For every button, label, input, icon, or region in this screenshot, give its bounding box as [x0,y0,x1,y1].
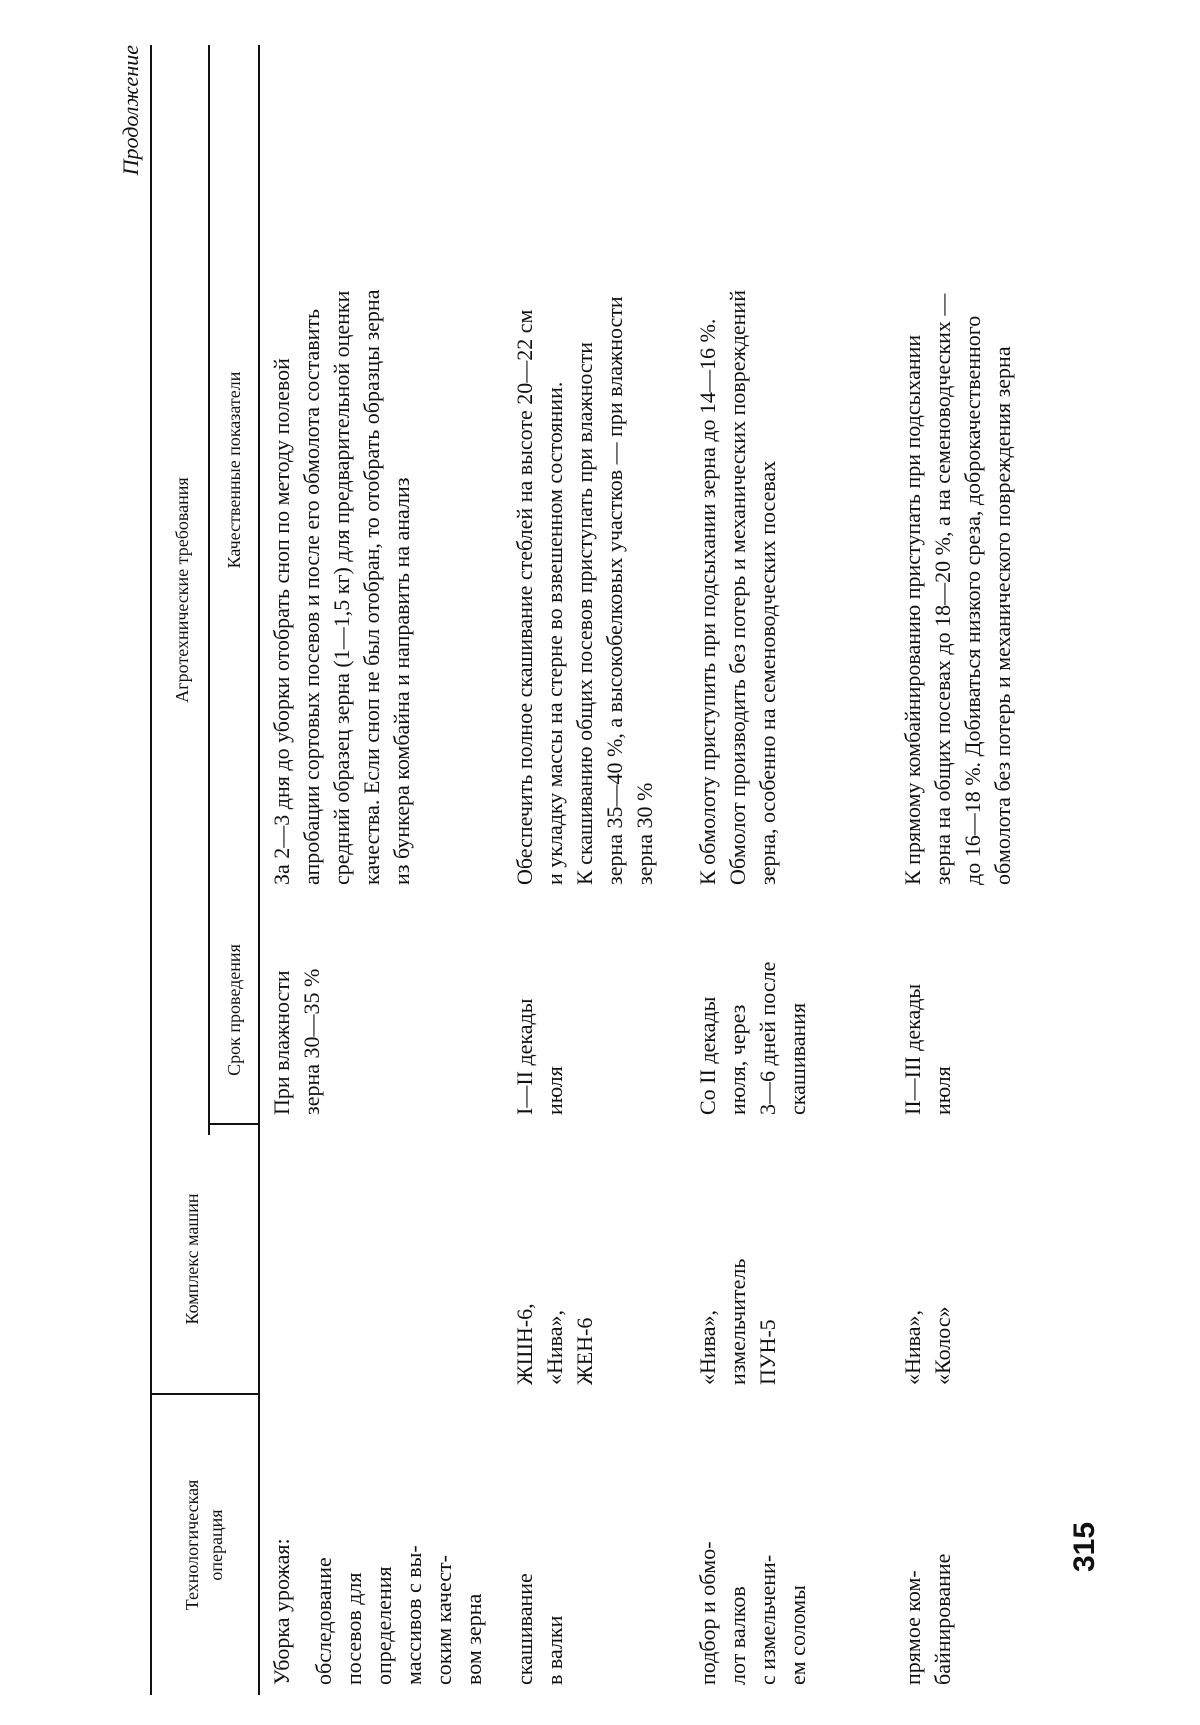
row-1-operation-line: соким качест- [431,1555,456,1685]
header-agro-label: Агротехнические требования [172,477,192,703]
row-1-timing-line: зерна 30—35 % [299,968,324,1115]
row-2-quality-line: зерна 35—40 %, а высокобелковых участков — при влажности [602,296,627,885]
row-1-operation-line: обследование [311,1557,336,1685]
row-3-timing [693,962,813,1115]
row-4-quality [898,294,1018,885]
header-timing-label: Срок проведения [224,944,244,1076]
row-1-operation-line [297,1538,309,1685]
row-3-machines-line: измельчитель [725,1258,750,1385]
row-2-quality [510,296,660,885]
header-operation-line-2: операция [206,1509,226,1581]
row-2-machines-line: «Нива», [542,1309,567,1385]
header-timing [222,895,246,1125]
header-operation [180,1395,228,1695]
header-quality-label: Качественные показатели [224,371,244,569]
row-3-operation-line: ем соломы [785,1585,810,1685]
row-3-operation [693,1541,813,1685]
row-3-quality-line: Обмолот производить без потерь и механических повреждений [725,290,750,885]
header-quality [222,45,246,895]
row-2-timing-line: I—II декады [512,998,537,1115]
row-3-timing-line: Со II декады [695,996,720,1115]
row-4-operation-line: прямое ком- [900,1570,925,1685]
row-3-quality-line: К обмолоту приступить при подсыхании зерна до 14—16 %. [695,318,720,885]
row-1-timing-line: При влажности [269,970,294,1115]
rotated-table [118,45,1170,1695]
row-1-quality-line: качества. Если сноп не был отобран, то отобрать образцы зерна [359,289,384,885]
row-1-operation-line: вом зерна [461,1593,486,1685]
page-number: 315 [1068,1521,1101,1573]
row-4-machines [898,1306,958,1385]
row-1-operation-line: Уборка урожая: [269,1538,294,1685]
rule-header-bottom [258,45,260,1695]
row-2-machines [510,1303,600,1385]
row-1-operation-line: определения [371,1566,396,1685]
row-1-operation-line: массивов с вы- [401,1545,426,1685]
header-machines-label: Комплекс машин [182,1193,202,1325]
rule-agro-top [208,45,210,1135]
row-4-timing-line: июля [930,1066,955,1115]
row-2-timing-line: июля [542,1066,567,1115]
row-1-quality-line: апробации сортовых посевов и после его обмолота составить [299,308,324,885]
row-3-timing-line: скашивания [785,1002,810,1115]
row-3-machines-line: «Нива», [695,1309,720,1385]
row-2-machines-line: ЖЕН-6 [572,1317,597,1385]
row-4-machines-line: «Нива», [900,1309,925,1385]
row-4-quality-line: К прямому комбайнированию приступать при подсыхании [900,334,925,885]
row-4-quality-line: до 16—18 %. Добиваться низкого среза, доброкачественного [960,315,985,885]
row-3-operation-line: с измельчени- [755,1554,780,1685]
row-2-quality-line: К скашиванию общих посевов приступать при влажности [572,341,597,885]
row-2-operation-line: скашивание [512,1573,537,1685]
header-agro [170,45,194,1135]
row-3-quality [693,290,783,885]
rule-header-top [150,45,152,1695]
row-2-quality-line: Обеспечить полное скашивание стеблей на высоте 20—22 см [512,309,537,885]
row-2-operation [510,1573,570,1685]
row-3-operation-line: подбор и обмо- [695,1541,720,1685]
row-2-machines-line: ЖШН-6, [512,1303,537,1385]
row-4-timing [898,984,958,1115]
row-1-timing [267,969,327,1115]
row-1-quality-line: из бункера комбайна и направить на анализ [389,477,414,885]
row-1-quality-line: За 2—3 дня до уборки отобрать сноп по методу полевой [269,358,294,885]
row-3-quality-line: зерна, особенно на семеноводческих посевах [755,460,780,885]
row-3-timing-line: июля, через [725,1004,750,1115]
row-4-timing-line: II—III декады [900,983,925,1115]
continuation-label: Продолжение [118,45,143,176]
row-4-machines-line: «Колос» [930,1306,955,1385]
header-operation-line-1: Технологическая [182,1479,202,1611]
row-2-quality-line: зерна 30 % [632,782,657,885]
row-1-quality [267,290,417,885]
row-3-timing-line: 3—6 дней после [755,961,780,1115]
row-1-operation-line: посевов для [341,1572,366,1685]
row-4-operation-line: байнирование [930,1553,955,1685]
row-1-quality-line: средний образец зерна (1—1,5 кг) для предварительной оценки [329,290,354,885]
row-3-operation-line: лот валков [725,1586,750,1685]
row-1-operation [267,1538,489,1685]
row-2-timing [510,998,570,1115]
header-machines [180,1125,204,1393]
row-4-quality-line: зерна на общих посевах до 18—20 %, а на семеноводческих — [930,293,955,885]
row-2-operation-line: в валки [542,1615,567,1685]
row-3-machines-line: ПУН-5 [755,1319,780,1385]
row-4-quality-line: обмолота без потерь и механического повреждения зерна [990,346,1015,885]
row-4-operation [898,1554,958,1685]
row-2-quality-line: и укладку массы на стерне во взвешенном состоянии. [542,381,567,885]
row-3-machines [693,1259,783,1385]
